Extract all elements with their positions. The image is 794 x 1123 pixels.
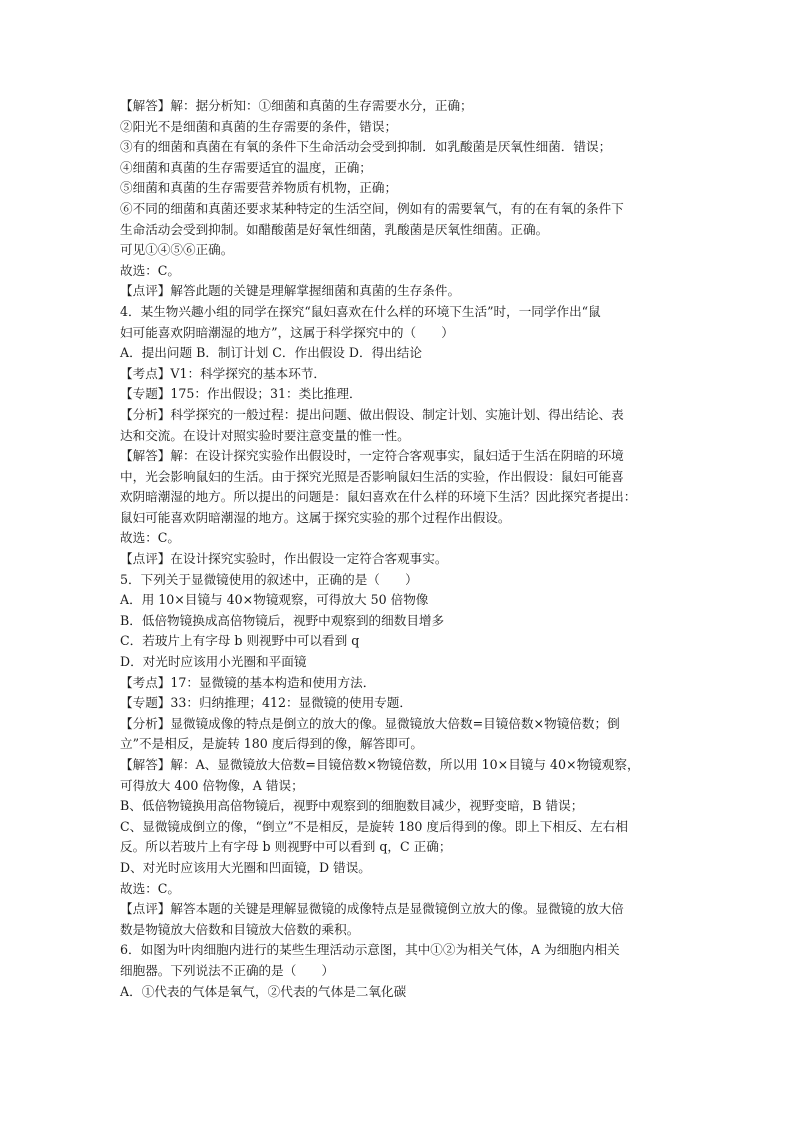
text-line: 6．如图为叶肉细胞内进行的某些生理活动示意图，其中①②为相关气体，A 为细胞内相关 — [120, 942, 620, 958]
text-line: 【专题】175：作出假设；31：类比推理． — [120, 386, 362, 402]
text-line: ⑤细菌和真菌的生存需要营养物质有机物，正确； — [120, 180, 398, 196]
text-line: A．用 10×目镜与 40×物镜观察，可得放大 50 倍物像 — [120, 592, 429, 608]
text-line: ②阳光不是细菌和真菌的生存需要的条件，错误； — [120, 118, 398, 134]
text-line: 鼠妇可能喜欢阴暗潮湿的地方。这属于探究实验的那个过程作出假设。 — [120, 509, 511, 525]
text-line: 【解答】解：据分析知：①细菌和真菌的生存需要水分，正确； — [120, 98, 473, 113]
text-line: 【解答】解：A、显微镜放大倍数=目镜倍数×物镜倍数，所以用 10×目镜与 40×物镜观察， — [120, 757, 640, 772]
text-line: ④细菌和真菌的生存需要适宜的温度，正确； — [120, 159, 372, 175]
text-line: 故选：C。 — [120, 880, 181, 896]
text-line: 中，光会影响鼠妇的生活。由于探究光照是否影响鼠妇生活的实验，作出假设：鼠妇可能喜 — [120, 468, 624, 484]
text-line: B、低倍物镜换用高倍物镜后，视野中观察到的细胞数目减少，视野变暗，B 错误； — [120, 798, 584, 814]
text-line: 【点评】在设计探究实验时，作出假设一定符合客观事实。 — [120, 551, 448, 567]
text-line: 【点评】解答此题的关键是理解掌握细菌和真菌的生存条件。 — [120, 283, 461, 299]
text-line: 【分析】显微镜成像的特点是倒立的放大的像。显微镜放大倍数=目镜倍数×物镜倍数；倒 — [120, 715, 620, 731]
text-line: 【点评】解答本题的关键是理解显微镜的成像特点是显微镜倒立放大的像。显微镜的放大倍 — [120, 901, 624, 917]
text-line: D、对光时应该用大光圈和凹面镜，D 错误。 — [120, 859, 371, 875]
text-line: 妇可能喜欢阴暗潮湿的地方”，这属于科学探究中的（ ） — [120, 324, 454, 340]
text-line: 生命活动会受到抑制。如醋酸菌是好氧性细菌，乳酸菌是厌氧性细菌。正确。 — [120, 221, 549, 237]
text-line: 5．下列关于显微镜使用的叙述中，正确的是（ ） — [120, 571, 418, 587]
text-line: D．对光时应该用小光圈和平面镜 — [120, 654, 307, 670]
text-line: 可见①④⑤⑥正确。 — [120, 242, 234, 258]
text-line: 【分析】科学探究的一般过程：提出问题、做出假设、制定计划、实施计划、得出结论、表 — [120, 406, 624, 422]
text-line: A．提出问题 B．制订计划 C．作出假设 D．得出结论 — [120, 345, 422, 361]
text-line: 4．某生物兴趣小组的同学在探究“鼠妇喜欢在什么样的环境下生活”时，一同学作出“鼠 — [120, 303, 601, 319]
text-line: 立”不是相反，是旋转 180 度后得到的像，解答即可。 — [120, 736, 423, 752]
text-line: 【考点】17：显微镜的基本构造和使用方法． — [120, 674, 376, 690]
text-body — [120, 96, 714, 1002]
text-line: 【解答】解：在设计探究实验作出假设时，一定符合客观事实，鼠妇适于生活在阴暗的环境 — [120, 448, 624, 464]
text-line: 故选：C。 — [120, 262, 181, 278]
text-line: 欢阴暗潮湿的地方。所以提出的问题是：鼠妇喜欢在什么样的环境下生活？因此探究者提出： — [120, 489, 637, 505]
text-line: 达和交流。在设计对照实验时要注意变量的惟一性。 — [120, 427, 410, 443]
text-line: 故选：C。 — [120, 530, 181, 546]
text-line: 【考点】V1：科学探究的基本环节． — [120, 365, 327, 381]
text-line: B．低倍物镜换成高倍物镜后，视野中观察到的细数目增多 — [120, 612, 445, 628]
text-line: ⑥不同的细菌和真菌还要求某种特定的生活空间，例如有的需要氧气，有的在有氧的条件下 — [120, 200, 624, 216]
text-line: 可得放大 400 倍物像，A 错误； — [120, 777, 304, 793]
text-line: C．若玻片上有字母 b 则视野中可以看到 q — [120, 633, 360, 649]
text-line: 数是物镜放大倍数和目镜放大倍数的乘积。 — [120, 921, 360, 937]
text-line: 【专题】33：归纳推理；412：显微镜的使用专题． — [120, 695, 412, 711]
text-line: A．①代表的气体是氧气，②代表的气体是二氧化碳 — [120, 983, 407, 999]
text-line: 反。所以若玻片上有字母 b 则视野中可以看到 q，C 正确； — [120, 839, 452, 855]
text-line: 细胞器。下列说法不正确的是（ ） — [120, 962, 335, 978]
text-line: ③有的细菌和真菌在有氧的条件下生命活动会受到抑制．如乳酸菌是厌氧性细菌．错误； — [120, 139, 612, 155]
text-line: C、显微镜成倒立的像，“倒立”不是相反，是旋转 180 度后得到的像。即上下相反、左右相 — [120, 818, 628, 834]
